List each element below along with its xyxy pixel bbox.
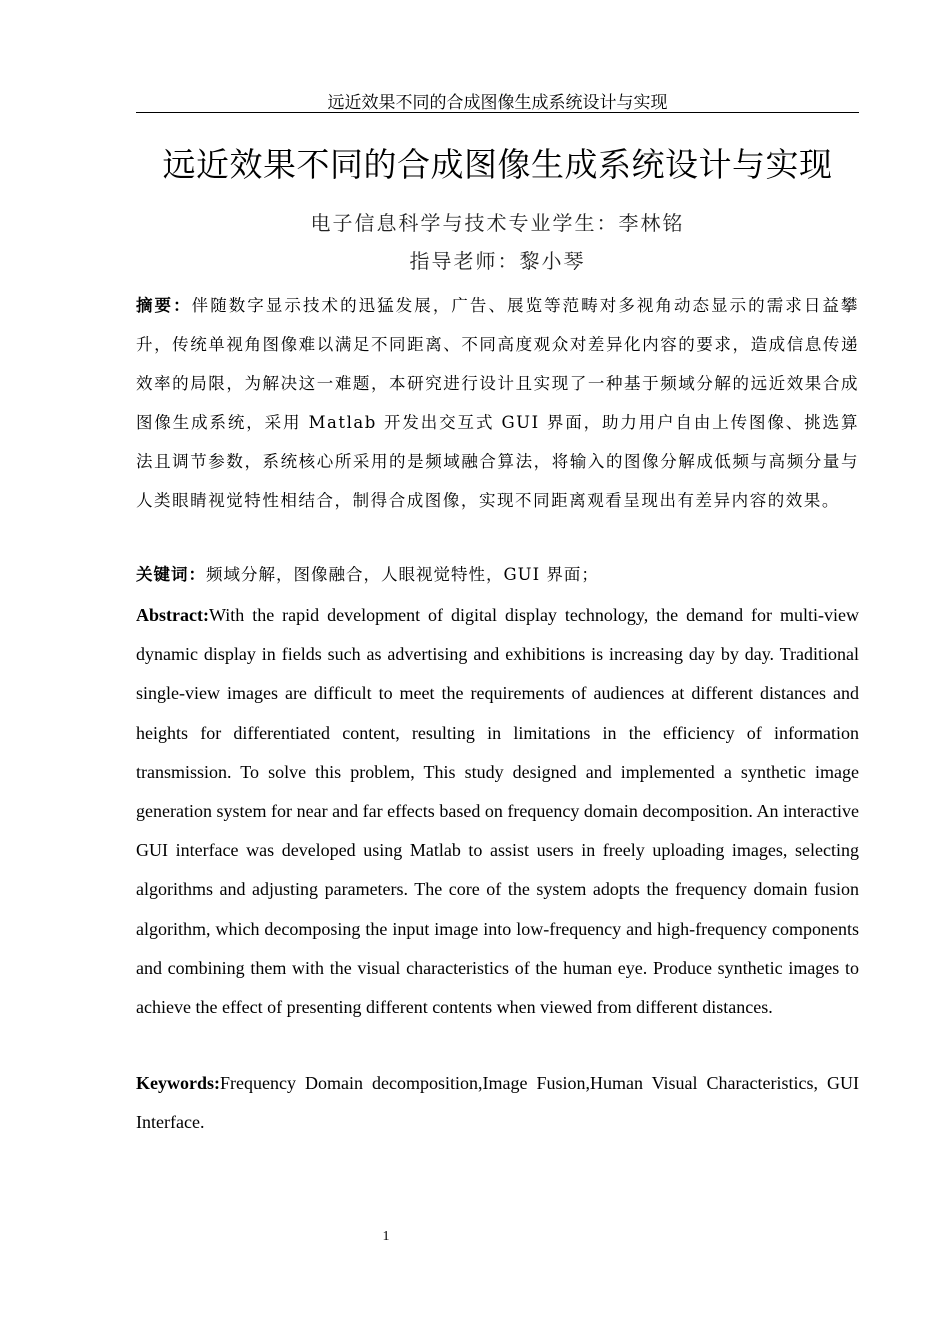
keywords-zh-text: 频域分解，图像融合，人眼视觉特性，GUI 界面；	[206, 565, 599, 584]
page-number: 1	[382, 1229, 390, 1244]
abstract-en	[136, 596, 859, 1027]
author-line: 电子信息科学与技术专业学生：李林铭	[310, 211, 685, 235]
keywords-zh-label: 关键词：	[136, 565, 206, 584]
abstract-zh-label: 摘要：	[136, 296, 192, 315]
paper-title: 远近效果不同的合成图像生成系统设计与实现	[162, 145, 833, 184]
advisor-line: 指导老师：黎小琴	[409, 249, 586, 273]
keywords-en-label: Keywords:	[136, 1073, 220, 1093]
running-header: 远近效果不同的合成图像生成系统设计与实现	[327, 93, 668, 113]
keywords-zh	[136, 560, 859, 590]
abstract-en-label: Abstract:	[136, 605, 209, 625]
header-rule	[136, 112, 859, 113]
abstract-zh-text: 伴随数字显示技术的迅猛发展，广告、展览等范畴对多视角动态显示的需求日益攀升，传统单视角图像难以满足不同距离、不同高度观众对差异化内容的要求，造成信息传递效率的局限，为解决这一难题，本研究进行设计且实现了一种基于频域分解的远近效果合成图像生成系统，采用 Matlab 开发出交互式 GUI 界面，助力用户自由上传图像、挑选算法且调节参数，系统核心所采用的是频域融合算法，将输入的图像分解成低频与高频分量与人类眼睛视觉特性相结合，制得合成图像，实现不同距离观看呈现出有差异内容的效果。	[136, 296, 859, 510]
keywords-en	[136, 1064, 859, 1142]
abstract-en-text: With the rapid development of digital display technology, the demand for multi-view dynamic display in fields such as advertising and exhibitions is increasing day by day. Traditional single-view images are difficult to meet the requirements of audiences at different distances and heights for differentiated content, resulting in limitations in the efficiency of information transmission. To solve this problem, This study designed and implemented a synthetic image generation system for near and far effects based on frequency domain decomposition. An interactive GUI interface was developed using Matlab to assist users in freely uploading images, selecting algorithms and adjusting parameters. The core of the system adopts the frequency domain fusion algorithm, which decomposing the input image into low-frequency and high-frequency components and combining them with the visual characteristics of the human eye. Produce synthetic images to achieve the effect of presenting different contents when viewed from different distances.	[136, 605, 859, 1018]
abstract-zh	[136, 286, 859, 520]
keywords-en-text: Frequency Domain decomposition,Image Fusion,Human Visual Characteristics, GUI Interface.	[136, 1073, 859, 1132]
